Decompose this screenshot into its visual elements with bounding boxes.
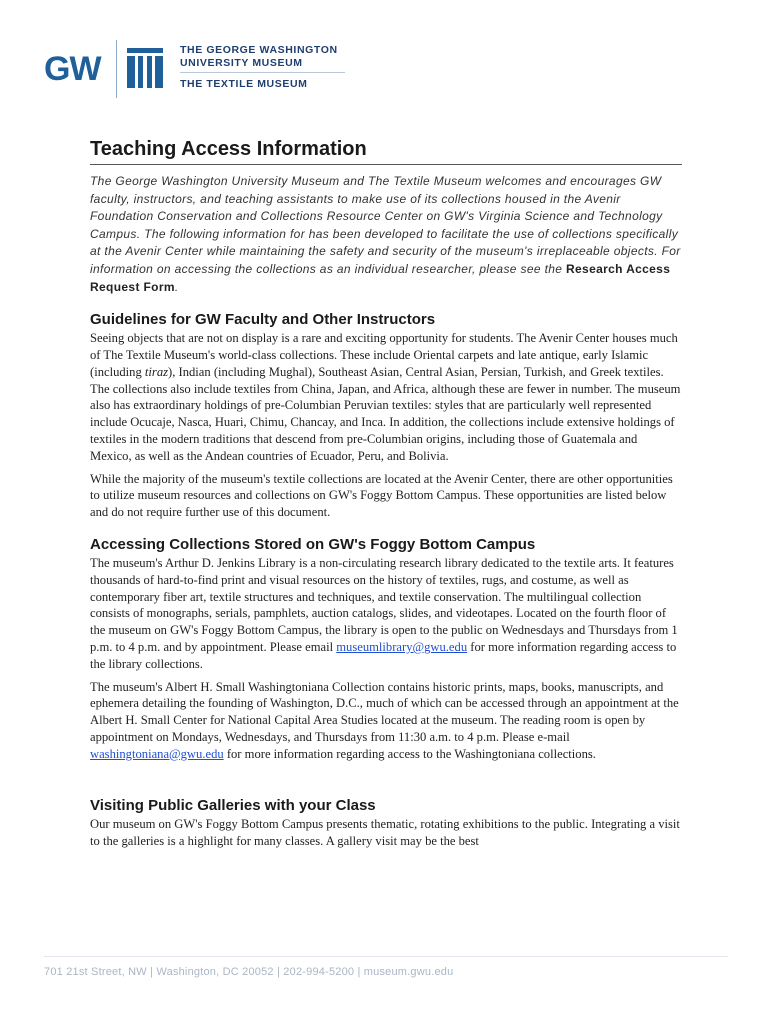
text-run: for more information regarding access to the library collections. — [90, 639, 677, 671]
footer-address: 701 21st Street, NW | Washington, DC 20052 | 202-994-5200 | museum.gwu.edu — [44, 966, 454, 978]
library-email-link[interactable]: museumlibrary@gwu.edu — [336, 639, 468, 654]
research-access-link[interactable]: Research Access Request Form — [90, 261, 671, 294]
textile-museum-icon — [127, 48, 163, 88]
guidelines-paragraph-1 — [90, 330, 682, 464]
text-run: ), Indian (including Mughal), Southeast Asian, Central Asian, Persian, Turkish, and Greek textiles. The collections also include textiles from China, Japan, and Africa, although these are fewer in number. The museum also has extraordinary holdings of pre-Columbian Peruvian textiles: styles that are particularly well represented include Ocucaje, Nasca, Huari, Chimu, Chancay, and Inca. In addition, the collections include extensive holdings of textiles in the modern traditions that descend from pre-Columbian origins, including those of Guatemala and Mexico, as well as the Andean countries of Ecuador, Peru, and Bolivia. — [90, 364, 681, 463]
text-run: Seeing objects that are not on display is a rare and exciting opportunity for students. The Avenir Center houses much of The Textile Museum's world-class collections. These include Oriental carpets and late antique, early Islamic (including — [90, 331, 678, 379]
italic-term: tiraz — [144, 364, 169, 379]
section-spacer — [90, 762, 682, 796]
washingtoniana-paragraph — [90, 679, 682, 763]
section-heading-guidelines: Guidelines for GW Faculty and Other Instructors — [90, 311, 436, 329]
footer-divider — [44, 956, 728, 957]
intro-text: The George Washington University Museum and The Textile Museum welcomes and encourages GW faculty, instructors, and teaching assistants to make use of its collections housed in the Avenir Foundation Conservation and Collections Resource Center on GW's Virginia Science and Technology Campus. The following information for has been developed to facilitate the use of collections specifically at the Avenir Center while maintaining the safety and security of the museum's irreplaceable objects. For information on accessing the collections as an individual researcher, please see the — [90, 174, 681, 276]
text-run: The museum's Albert H. Small Washingtoniana Collection contains historic prints, maps, books, manuscripts, and ephemera detailing the founding of Washington, D.C., much of which can be accessed through an appointment at the Albert H. Small Center for National Capital Area Studies located at the museum. The reading room is open by appointment on Mondays, Wednesdays, and Thursdays from 11:30 a.m. to 4 p.m. Please e-mail — [90, 679, 679, 744]
text-run: The museum's Arthur D. Jenkins Library is a non-circulating research library dedicated to the textile arts. It features thousands of hard-to-find print and visual resources on the history of textiles, rugs, and costume, as well as contemporary fiber art, textile structures and techniques, and textile conservation. The multilingual collection consists of monographs, serials, pamphlets, auction catalogs, slides, and videotapes. Located on the fourth floor of the museum on GW's Foggy Bottom Campus, the library is open to the public on Wednesdays and Thursdays from 1 p.m. to 4 p.m. and by appointment. Please email — [90, 555, 678, 654]
library-paragraph — [90, 555, 682, 673]
page-title: Teaching Access Information — [90, 136, 682, 165]
washingtoniana-email-link[interactable]: washingtoniana@gwu.edu — [90, 746, 224, 761]
main-content — [90, 136, 682, 850]
logo-university-museum: UNIVERSITY MUSEUM — [180, 57, 303, 69]
text-run: for more information regarding access to the Washingtoniana collections. — [223, 746, 596, 761]
logo-university-name: THE GEORGE WASHINGTON — [180, 44, 338, 56]
museum-logo[interactable] — [44, 38, 364, 98]
section-heading-foggy-bottom: Accessing Collections Stored on GW's Foggy Bottom Campus — [90, 535, 536, 553]
logo-divider — [116, 40, 117, 98]
intro-paragraph — [90, 173, 682, 296]
intro-text-end: . — [174, 279, 179, 294]
section-heading-galleries: Visiting Public Galleries with your Class — [90, 797, 376, 815]
logo-textile-museum: THE TEXTILE MUSEUM — [180, 78, 308, 90]
gw-logo-mark: GW — [44, 50, 101, 88]
galleries-paragraph: Our museum on GW's Foggy Bottom Campus presents thematic, rotating exhibitions to the public. Integrating a visit to the galleries is a highlight for many classes. A gallery visit may be the best — [90, 817, 680, 849]
logo-rule — [180, 72, 345, 73]
guidelines-paragraph-2: While the majority of the museum's textile collections are located at the Avenir Center, there are other opportunities to utilize museum resources and collections on GW's Foggy Bottom Campus. These opportunities are listed below and do not require further use of this document. — [90, 471, 673, 520]
